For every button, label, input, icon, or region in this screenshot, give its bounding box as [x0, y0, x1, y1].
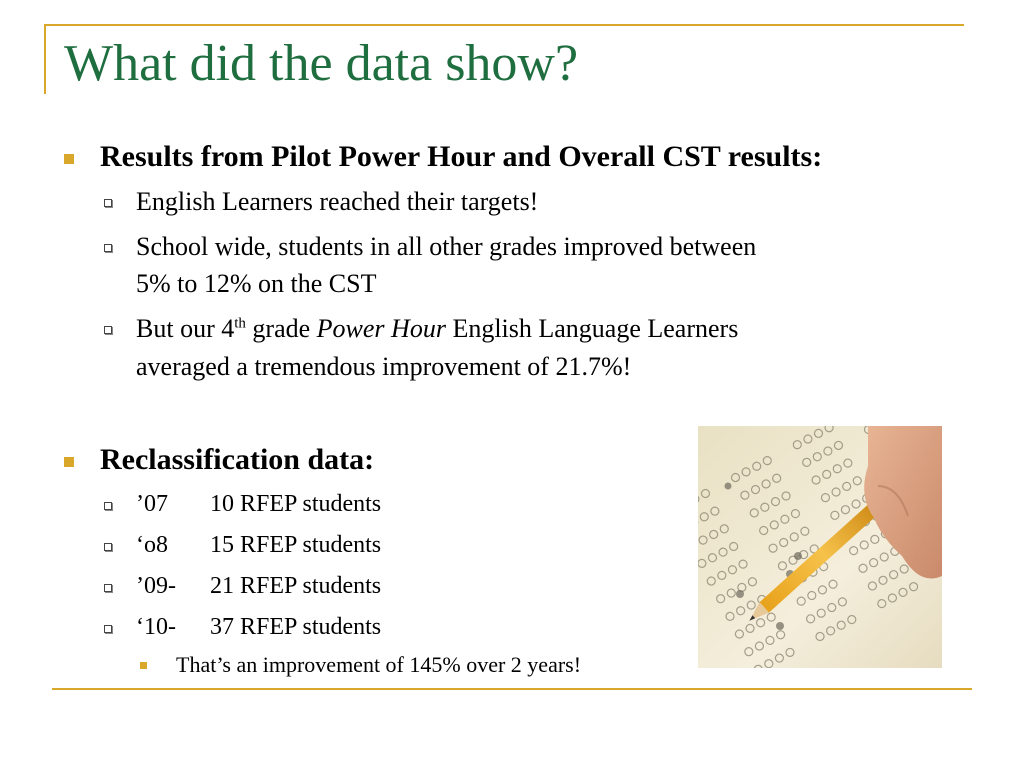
item3-superscript: th [234, 315, 246, 332]
reclass-year: ‘10- [136, 614, 176, 640]
square-bullet-icon [64, 154, 74, 164]
section1-item-3 [136, 310, 936, 348]
hollow-square-bullet-icon [104, 244, 112, 252]
hollow-square-bullet-icon [104, 543, 112, 551]
frame-bottom-line [52, 688, 972, 690]
item3-text-1: But our 4 [136, 314, 235, 343]
hollow-square-bullet-icon [104, 326, 112, 334]
section1-item-2-cont: 5% to 12% on the CST [136, 269, 377, 298]
reclass-summary: That’s an improvement of 145% over 2 years! [176, 652, 582, 677]
section2-heading: Reclassification data: [100, 443, 375, 476]
hollow-square-bullet-icon [104, 502, 112, 510]
reclass-text: 10 RFEP students [210, 491, 382, 517]
reclass-text: 37 RFEP students [210, 614, 382, 640]
reclass-year: ’09- [136, 573, 176, 599]
reclass-text: 15 RFEP students [210, 532, 382, 558]
item3-text-2: grade [245, 314, 317, 343]
reclass-text: 21 RFEP students [210, 573, 382, 599]
section1-item-3-cont: averaged a tremendous improvement of 21.7%! [136, 352, 632, 381]
reclass-year: ’07 [136, 491, 168, 517]
answer-sheet-pencil-icon [698, 426, 942, 668]
section1-item-2: School wide, students in all other grades improved between [136, 232, 757, 261]
item3-italic: Power Hour [316, 314, 446, 343]
item3-text-3: English Language Learners [445, 314, 739, 343]
slide-title: What did the data show? [64, 35, 579, 92]
section1-heading: Results from Pilot Power Hour and Overall CST results: [100, 140, 823, 173]
hollow-square-bullet-icon [104, 199, 112, 207]
section1-item-1: English Learners reached their targets! [136, 187, 539, 216]
answer-sheet-pencil-photo [698, 426, 942, 668]
small-square-bullet-icon [140, 662, 147, 669]
hollow-square-bullet-icon [104, 625, 112, 633]
reclass-year: ‘o8 [136, 532, 168, 558]
square-bullet-icon [64, 457, 74, 467]
hollow-square-bullet-icon [104, 584, 112, 592]
